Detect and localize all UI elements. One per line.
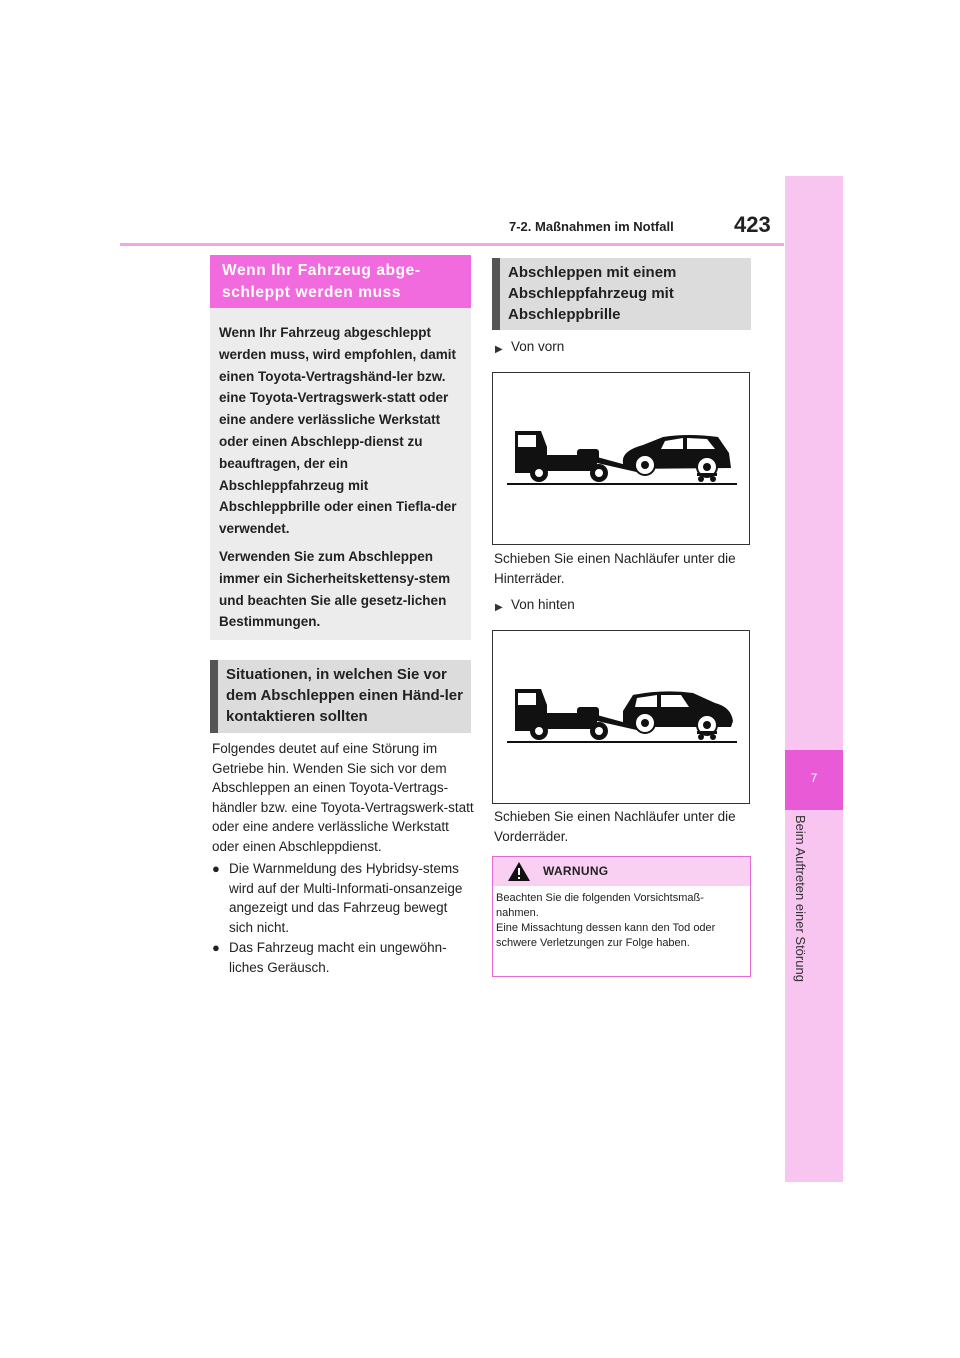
towing-heading xyxy=(210,255,471,308)
list-item-text: Die Warnmeldung des Hybridsy-stems wird auf der Multi-Informati-onsanzeige angezeigt und das Fahrzeug bewegt sich nicht. xyxy=(229,861,463,935)
front-caption: Schieben Sie einen Nachläufer unter die Hinterräder. xyxy=(494,551,736,586)
chapter-side-tab[interactable] xyxy=(785,176,843,1182)
section-title: 7-2. Maßnahmen im Notfall xyxy=(509,219,674,234)
bullet-dot-icon: ● xyxy=(212,861,220,876)
situation-heading: Situationen, in welchen Sie vor dem Abschleppen einen Händ-ler kontaktieren sollten xyxy=(210,660,471,733)
intro-paragraph-2: Verwenden Sie zum Abschleppen immer ein Sicherheitskettensy-stem und beachten Sie alle gesetz-lichen Bestimmungen. xyxy=(219,548,451,630)
page-number: 423 xyxy=(734,212,771,237)
tow-truck-heading: Abschleppen mit einem Abschleppfahrzeug mit Abschleppbrille xyxy=(492,258,751,330)
tow-front-figure xyxy=(492,372,750,545)
chapter-number: 7 xyxy=(785,750,843,810)
warning-title: WARNUNG xyxy=(543,864,609,878)
front-label-text: Von vorn xyxy=(511,339,565,354)
towing-heading-text: Wenn Ihr Fahrzeug abge- schleppt werden muss xyxy=(222,262,421,301)
header-divider xyxy=(120,243,784,246)
tow-truck-rear-illustration xyxy=(493,631,749,803)
warning-triangle-icon xyxy=(507,861,531,882)
chapter-label: Beim Auftreten einer Störung xyxy=(793,815,808,982)
intro-paragraph-1: Wenn Ihr Fahrzeug abgeschleppt werden muss, wird empfohlen, damit einen Toyota-Vertragshänd-ler bzw. eine Toyota-Vertragswerk-statt oder eine andere verlässliche Werkstatt oder einen Abschlepp-dienst zu beauftragen, der ein Abschleppfahrzeug mit Abschleppbrille oder einen Tiefla-der verwendet. xyxy=(219,325,457,537)
rear-label-text: Von hinten xyxy=(511,597,575,612)
rear-caption: Schieben Sie einen Nachläufer unter die Vorderräder. xyxy=(494,809,736,844)
list-item-text: Das Fahrzeug macht ein ungewöhn-liches Geräusch. xyxy=(229,940,447,975)
warning-text: Beachten Sie die folgenden Vorsichtsmaß-nahmen. Eine Missachtung dessen kann den Tod oder schwere Verletzungen zur Folge haben. xyxy=(496,892,716,949)
arrow-right-icon: ▶ xyxy=(495,602,503,613)
tow-rear-figure xyxy=(492,630,750,804)
warning-header xyxy=(493,857,750,886)
bullet-dot-icon: ● xyxy=(212,940,220,955)
situation-text: Folgendes deutet auf eine Störung im Getriebe hin. Wenden Sie sich vor dem Abschleppen an einen Toyota-Vertrags-händler bzw. eine Toyota-Vertragswerk-statt oder eine andere verlässliche Werkstatt oder einen Abschleppdienst. xyxy=(212,741,474,854)
intro-box xyxy=(210,308,471,640)
arrow-right-icon: ▶ xyxy=(495,344,503,355)
warning-box xyxy=(492,856,751,977)
tow-truck-front-illustration xyxy=(493,373,749,544)
